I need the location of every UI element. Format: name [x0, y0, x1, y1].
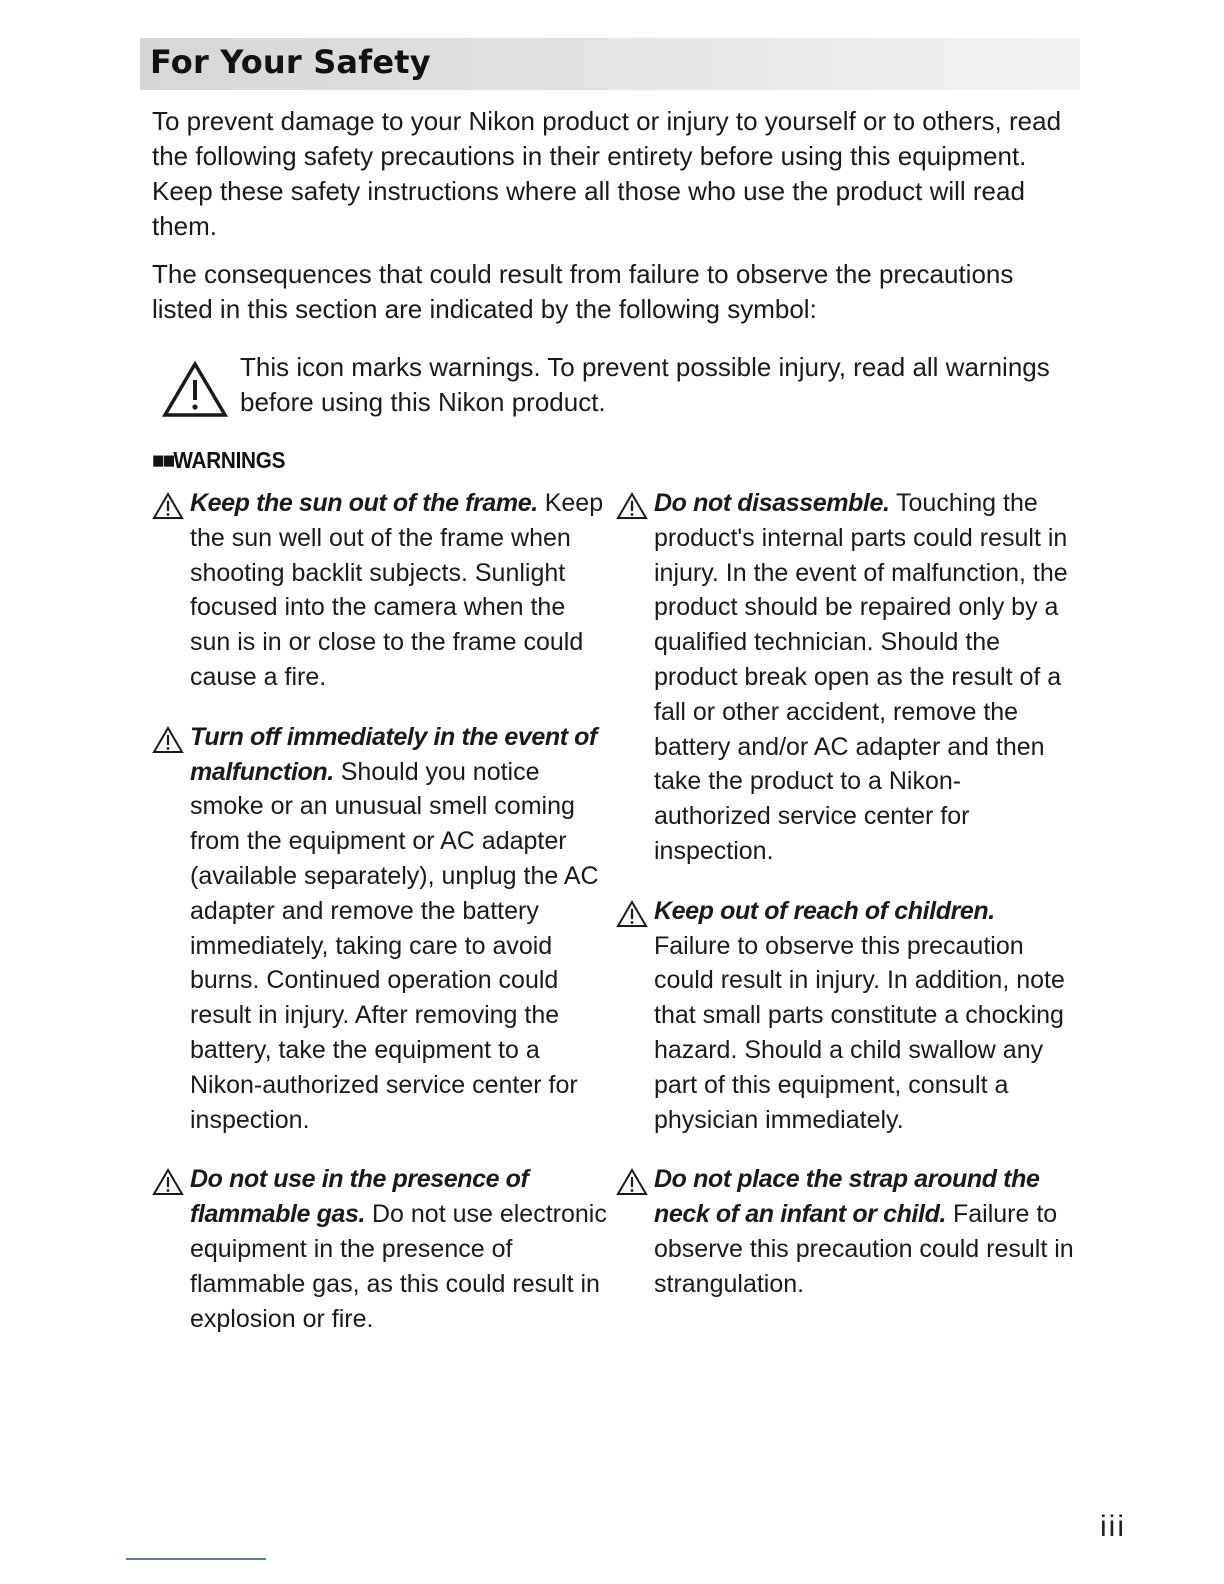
warning-triangle-icon	[616, 492, 648, 520]
warning-turn-off-malfunction	[152, 720, 612, 1138]
warning-flammable-gas	[152, 1162, 612, 1336]
warning-triangle-icon	[616, 900, 648, 928]
warnings-heading	[152, 447, 285, 474]
symbol-legend	[152, 350, 1072, 430]
legend-text: This icon marks warnings. To prevent possible injury, read all warnings before using this Nikon product.	[240, 352, 1050, 417]
warning-lead: Turn off immediately in the event of malfunction.	[190, 722, 597, 786]
warnings-column-left	[152, 486, 612, 1361]
warning-body: Failure to observe this precaution could result in strangulation.	[654, 1200, 1074, 1298]
warnings-heading-label: WARNINGS	[173, 447, 286, 473]
warning-lead: Do not use in the presence of flammable gas.	[190, 1165, 529, 1229]
intro-paragraph-1: To prevent damage to your Nikon product or injury to yourself or to others, read the following safety precautions in their entirety before using this equipment. Keep these safety instructions where all those who use the product will read them.	[152, 106, 1062, 241]
warning-lead: Do not disassemble.	[654, 489, 890, 517]
warning-reach-of-children	[616, 894, 1076, 1138]
title-band	[140, 38, 1080, 90]
warning-triangle-icon	[616, 1168, 648, 1196]
warning-strap-neck	[616, 1162, 1076, 1301]
warning-lead: Keep the sun out of the frame.	[190, 489, 538, 517]
warning-triangle-icon	[162, 360, 228, 418]
page-title: For Your Safety	[150, 43, 431, 81]
warning-triangle-icon	[152, 726, 184, 754]
warning-body: Should you notice smoke or an unusual smell coming from the equipment or AC adapter (available separately), unplug the AC adapter and remove the battery immediately, taking care to avoid burns. Continued operation could result in injury. After removing the battery, take the equipment to a Nikon-authorized service center for inspection.	[190, 757, 599, 1134]
page-number: iii	[1100, 1510, 1126, 1543]
warnings-column-right	[616, 486, 1076, 1327]
warning-body: Do not use electronic equipment in the presence of flammable gas, as this could result in explosion or fire.	[190, 1200, 607, 1333]
warning-triangle-icon	[152, 1168, 184, 1196]
warning-sun-out-of-frame	[152, 486, 612, 695]
warning-lead: Keep out of reach of children.	[654, 896, 995, 925]
warning-lead: Do not place the strap around the neck of an infant or child.	[654, 1165, 1040, 1229]
footer-rule	[126, 1558, 266, 1560]
warning-do-not-disassemble	[616, 486, 1076, 869]
warning-body: Keep the sun well out of the frame when shooting backlit subjects. Sunlight focused into the camera when the sun is in or close to the frame could cause a fire.	[190, 489, 604, 691]
heading-marker: ■■	[152, 447, 174, 473]
warning-triangle-icon	[152, 492, 184, 520]
warning-body: Failure to observe this precaution could result in injury. In addition, note that small parts constitute a chocking hazard. Should a child swallow any part of this equipment, consult a physician immediately.	[654, 931, 1065, 1134]
intro-paragraph-2: The consequences that could result from failure to observe the precautions listed in this section are indicated by the following symbol:	[152, 259, 1014, 324]
warning-body: Touching the product's internal parts could result in injury. In the event of malfunction, the product should be repaired only by a qualified technician. Should the product break open as the result of a fall or other accident, remove the battery and/or AC adapter and then take the product to a Nikon-authorized service center for inspection.	[654, 489, 1068, 865]
